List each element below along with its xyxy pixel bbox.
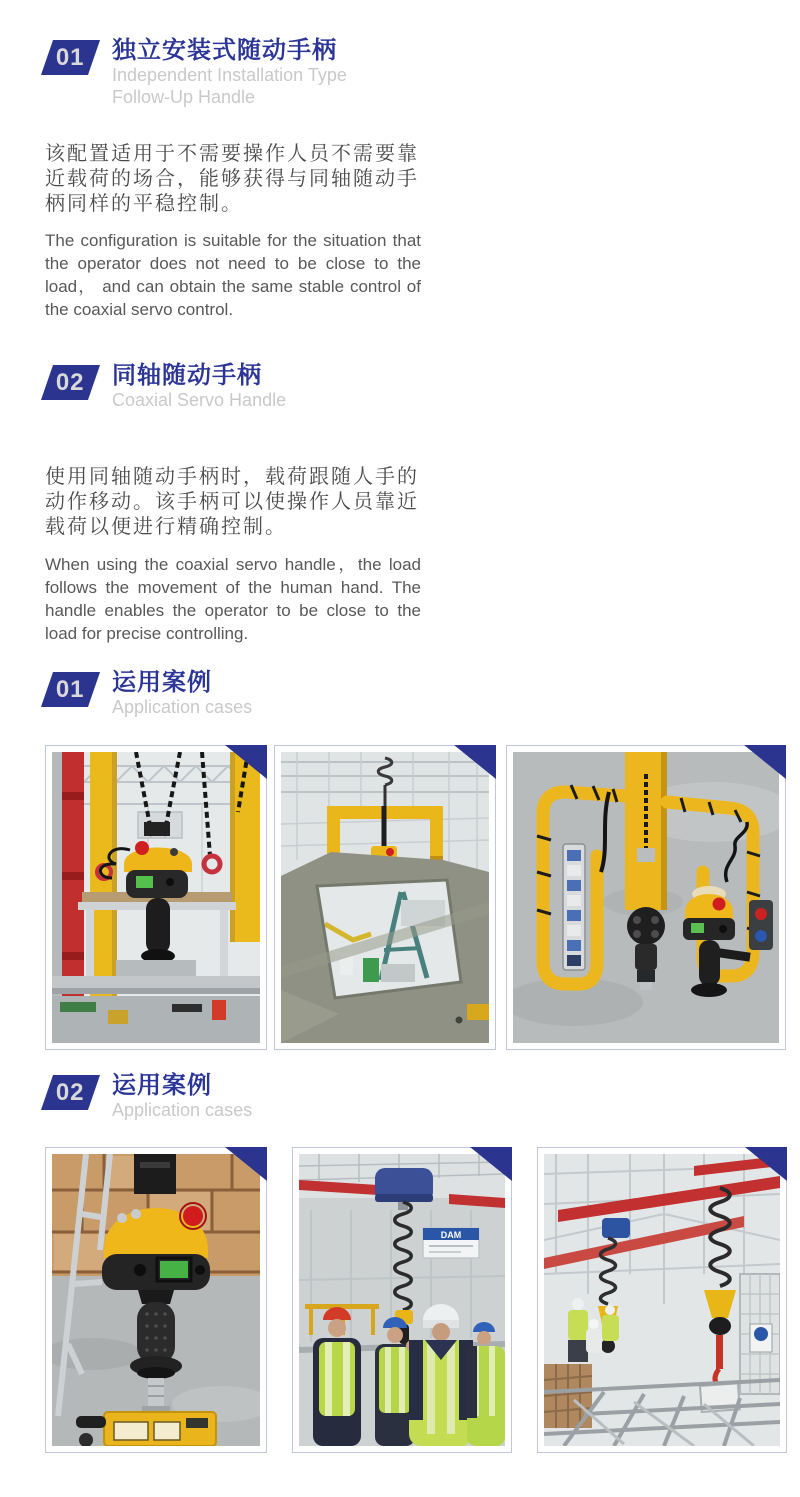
section-header-text (112, 1073, 786, 1121)
paragraph-en: When using the coaxial servo handle，the load follows the movement of the human hand. The handle enables the operator to be close to the load for precise controlling. (45, 555, 421, 643)
section-number-badge (41, 40, 100, 75)
section-subtitle-en: Independent Installation Type Follow-Up Handle (112, 65, 347, 107)
photo-chain-hoist-station (52, 752, 260, 1043)
paragraph-zh: 使用同轴随动手柄时，载荷跟随人手的动作移动。该手柄可以使操作人员靠近载荷以便进行精确控制。 (45, 466, 419, 538)
photo-card (45, 1147, 267, 1453)
section-header-text (112, 38, 786, 108)
section-title-zh: 运用案例 (112, 1072, 212, 1099)
photo-card (274, 745, 496, 1050)
badge-number: 02 (56, 368, 85, 396)
application-photos-row-1 (45, 745, 786, 1050)
corner-fold-icon (225, 745, 267, 779)
photo-handle-magnet-lifter (52, 1154, 260, 1446)
section-header-application-cases-2 (45, 1073, 786, 1121)
application-photos-row-2 (45, 1147, 786, 1453)
photo-card (537, 1147, 787, 1453)
badge-number: 02 (56, 1078, 85, 1106)
photo-balancer-line (544, 1154, 780, 1446)
section-number-badge (41, 1075, 100, 1110)
photo-card (292, 1147, 512, 1453)
section-header-coaxial-handle (45, 363, 786, 411)
corner-fold-icon (745, 1147, 787, 1181)
photo-team-demo (299, 1154, 505, 1446)
badge-number: 01 (56, 675, 85, 703)
section-header-application-cases-1 (45, 670, 786, 718)
section-number-badge (41, 365, 100, 400)
corner-fold-icon (454, 745, 496, 779)
section-header-text (112, 363, 786, 411)
corner-fold-icon (470, 1147, 512, 1181)
section-title-zh: 运用案例 (112, 669, 212, 696)
photo-dual-handle-frame (513, 752, 779, 1043)
photo-card (506, 745, 786, 1050)
photo-door-panel-lift (281, 752, 489, 1043)
badge-number: 01 (56, 43, 85, 71)
section-subtitle-en: Coaxial Servo Handle (112, 390, 287, 410)
paragraph-en: The configuration is suitable for the situation that the operator does not need to be close to the load， and can obtain the same stable control of the coaxial servo control. (45, 231, 421, 319)
corner-fold-icon (744, 745, 786, 779)
section-header-independent-handle (45, 38, 786, 108)
section-title-zh: 同轴随动手柄 (112, 362, 262, 389)
section-subtitle-en: Application cases (112, 1100, 253, 1120)
section-title-zh: 独立安装式随动手柄 (112, 37, 337, 64)
dam-sign-text: DAM (440, 1230, 462, 1240)
photo-card (45, 745, 267, 1050)
section-header-text (112, 670, 786, 718)
section-subtitle-en: Application cases (112, 697, 253, 717)
paragraph-zh: 该配置适用于不需要操作人员不需要靠近载荷的场合，能够获得与同轴随动手柄同样的平稳控制。 (45, 143, 419, 215)
section-number-badge (41, 672, 100, 707)
corner-fold-icon (225, 1147, 267, 1181)
